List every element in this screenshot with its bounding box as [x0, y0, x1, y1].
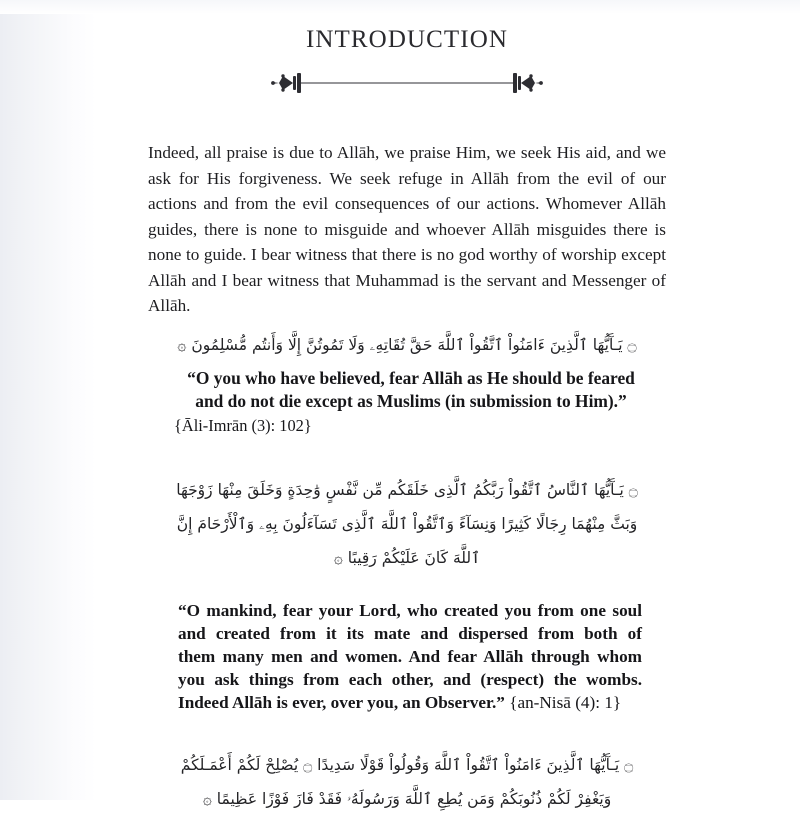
- translation-line: “O mankind, fear your Lord, who created you from one soul: [178, 600, 642, 620]
- arabic-line: وَبَثَّ مِنْهُمَا رِجَالًا كَثِيرًا وَنِسَآءً وَٱتَّقُواْ ٱللَّهَ ٱلَّذِى تَسَآءَلُونَ بِهِۦ وَٱلْأَرْحَامَ إِنَّ: [176, 514, 638, 533]
- translation-line: them many men and women. And fear Allāh through whom: [178, 646, 642, 666]
- translation-an-nisa: [178, 575, 642, 714]
- translation-line: and do not die except as Muslims (in submission to Him).”: [195, 390, 627, 411]
- verse-citation: {an-Nisā (4): 1}: [509, 692, 622, 712]
- arabic-verse-ali-imran: [148, 319, 666, 358]
- translation-ali-imran: [170, 358, 652, 437]
- translation-line: you ask things from each other, and (respect) the wombs.: [178, 669, 642, 689]
- arabic-verse-an-nisa: [148, 437, 666, 575]
- arabic-line: ۝ يَـآَيُّهَا ٱلَّذِينَ ءَامَنُواْ ٱتَّقُواْ ٱللَّهَ حَقَّ تُقَاتِهِۦ وَلَا تَمُوتُنَّ إِلَّا وَأَنتُم مُّسْلِمُونَ ۞: [177, 335, 637, 354]
- page-title: INTRODUCTION: [305, 26, 509, 53]
- opening-paragraph: Indeed, all praise is due to Allāh, we praise Him, we seek His aid, and we ask for His forgiveness. We seek refuge in Allāh from the evil of our actions and from the evil consequences of our actions. Whomever Allāh guides, there is none to misguide and whoever Allāh misguides there is none to guide. I bear witness that there is no god worthy of worship except Allāh and I bear witness that Muhammad is the servant and Messenger of Allāh.: [148, 143, 666, 315]
- scan-gutter-shadow: [0, 0, 96, 800]
- arabic-line: وَيَغْفِرْ لَكُمْ ذُنُوبَكُمْ وَمَن يُطِعِ ٱللَّهَ وَرَسُولَهُۥ فَقَدْ فَازَ فَوْزًا عَظِيمًا ۞: [202, 789, 612, 808]
- translation-line: and created from it its mate and dispersed from both of: [178, 623, 642, 643]
- ornamental-divider: [148, 68, 666, 98]
- translation-line: Indeed Allāh is ever, over you, an Observer.”: [178, 692, 505, 712]
- arabic-line: ۝ يَـآَيُّهَا ٱلنَّاسُ ٱتَّقُواْ رَبَّكُمُ ٱلَّذِى خَلَقَكُم مِّن نَّفْسٍ وَٰحِدَةٍ وَخَلَقَ مِنْهَا زَوْجَهَا: [176, 480, 638, 499]
- page-content: [148, 0, 666, 816]
- verse-citation: {Āli-Imrān (3): 102}: [174, 415, 312, 435]
- arabic-verse-al-ahzab: [148, 714, 666, 816]
- arabic-line: ٱللَّهَ كَانَ عَلَيْكُمْ رَقِيبًا ۞: [333, 548, 481, 567]
- arabic-line: ۝ يَـآَيُّهَا ٱلَّذِينَ ءَامَنُواْ ٱتَّقُواْ ٱللَّهَ وَقُولُواْ قَوْلًا سَدِيدًا ۝ يُصْلِحْ لَكُمْ أَعْمَـلَكُمْ: [180, 755, 634, 774]
- translation-line-with-citation: [178, 691, 642, 714]
- ornamental-rule-icon: [267, 68, 547, 98]
- translation-line: “O you who have believed, fear Allāh as He should be feared: [187, 367, 635, 388]
